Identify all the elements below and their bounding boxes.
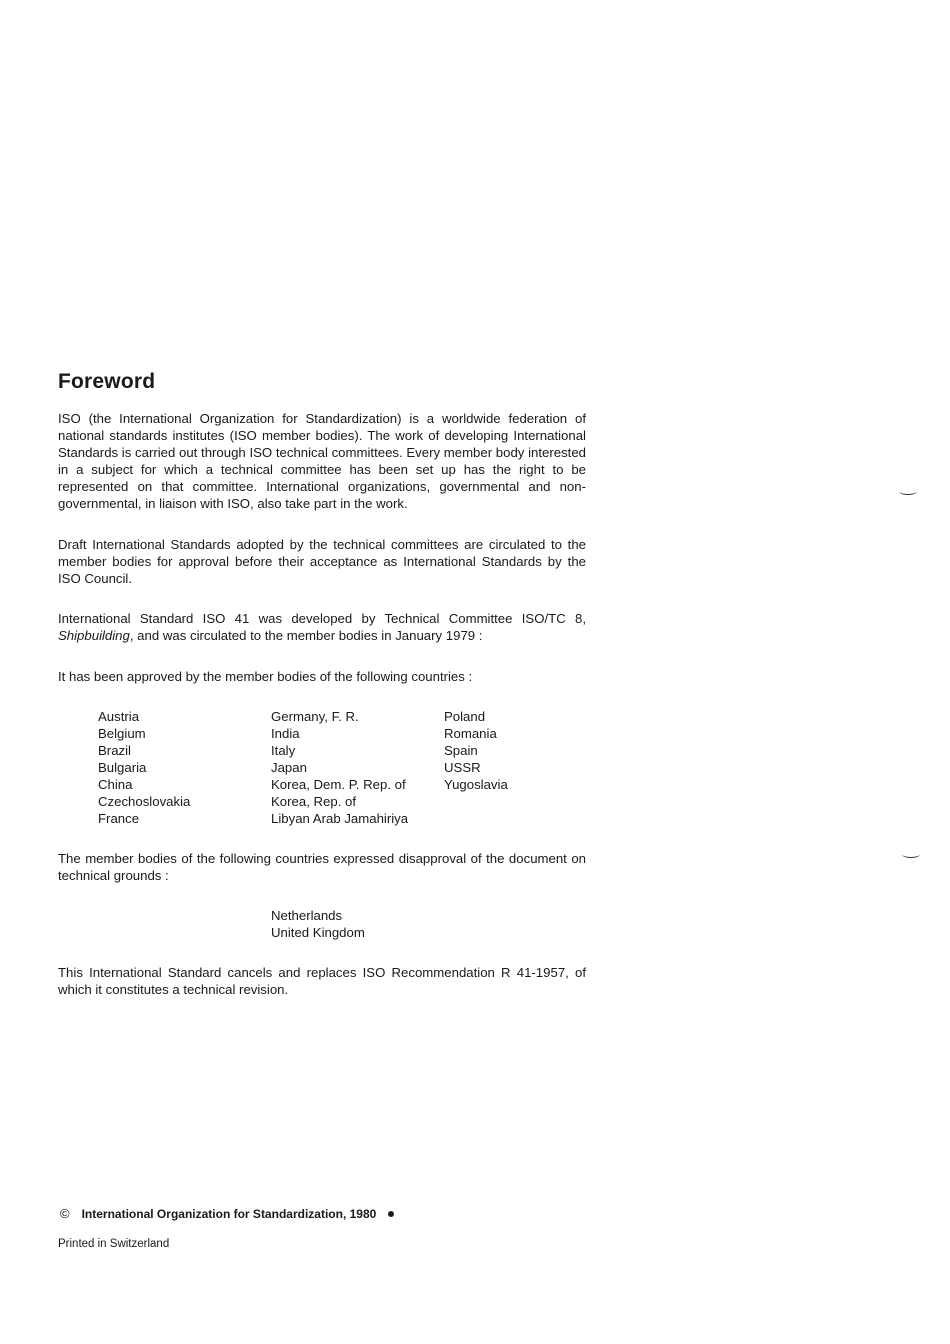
scan-artifact-icon xyxy=(899,488,917,495)
country-item: Japan xyxy=(271,760,307,775)
country-item: Netherlands xyxy=(271,908,343,923)
country-item: Brazil xyxy=(98,743,131,758)
country-item: France xyxy=(98,811,140,826)
committee-name: Shipbuilding xyxy=(58,628,130,643)
country-item: Libyan Arab Jamahiriya xyxy=(271,811,409,826)
copyright-text: International Organization for Standardization, 1980 xyxy=(81,1207,377,1221)
country-item: Czechoslovakia xyxy=(98,794,191,809)
paragraph-3-text-end: , and was circulated to the member bodies in January 1979 : xyxy=(129,628,483,643)
bullet-dot-icon xyxy=(388,1211,394,1217)
printed-in-note: Printed in Switzerland xyxy=(58,1238,170,1250)
approval-intro: It has been approved by the member bodies of the following countries : xyxy=(58,669,473,684)
country-item: China xyxy=(98,777,133,792)
disapproving-countries-list xyxy=(271,907,365,941)
scan-artifact-icon xyxy=(902,851,920,858)
revision-note: This International Standard cancels and replaces ISO Recommendation R 41-1957, of which it constitutes a technical revision. xyxy=(58,965,586,997)
country-item: USSR xyxy=(444,760,481,775)
country-item: Belgium xyxy=(98,726,146,741)
country-item: Romania xyxy=(444,726,497,741)
copyright-icon: © xyxy=(60,1206,70,1221)
country-item: United Kingdom xyxy=(271,925,365,940)
copyright-line xyxy=(60,1206,394,1221)
page-title: Foreword xyxy=(58,370,156,393)
approving-countries-column-3 xyxy=(444,708,508,793)
country-item: Spain xyxy=(444,743,478,758)
country-item: Bulgaria xyxy=(98,760,147,775)
paragraph-3-text-start: International Standard ISO 41 was developed by Technical Committee ISO/TC 8, xyxy=(58,611,586,626)
country-item: Austria xyxy=(98,709,140,724)
foreword-paragraph-3 xyxy=(58,610,586,644)
country-item: India xyxy=(271,726,300,741)
country-item: Yugoslavia xyxy=(444,777,508,792)
approving-countries-column-2 xyxy=(271,708,408,827)
country-item: Poland xyxy=(444,709,486,724)
disapproval-intro: The member bodies of the following countries expressed disapproval of the document on technical grounds : xyxy=(58,851,586,883)
country-item: Korea, Rep. of xyxy=(271,794,357,809)
approving-countries-column-1 xyxy=(98,708,190,827)
country-item: Korea, Dem. P. Rep. of xyxy=(271,777,406,792)
foreword-paragraph-2: Draft International Standards adopted by the technical committees are circulated to the member bodies for approval before their acceptance as International Standards by the ISO Council. xyxy=(58,537,586,586)
country-item: Italy xyxy=(271,743,296,758)
country-item: Germany, F. R. xyxy=(271,709,359,724)
foreword-paragraph-1: ISO (the International Organization for Standardization) is a worldwide federation of national standards institutes (ISO member bodies). The work of developing International Standards is carried out through ISO technical committees. Every member body interested in a subject for which a technical committee has been set up has the right to be represented on that committee. International organizations, governmental and non-governmental, in liaison with ISO, also take part in the work. xyxy=(58,411,586,511)
